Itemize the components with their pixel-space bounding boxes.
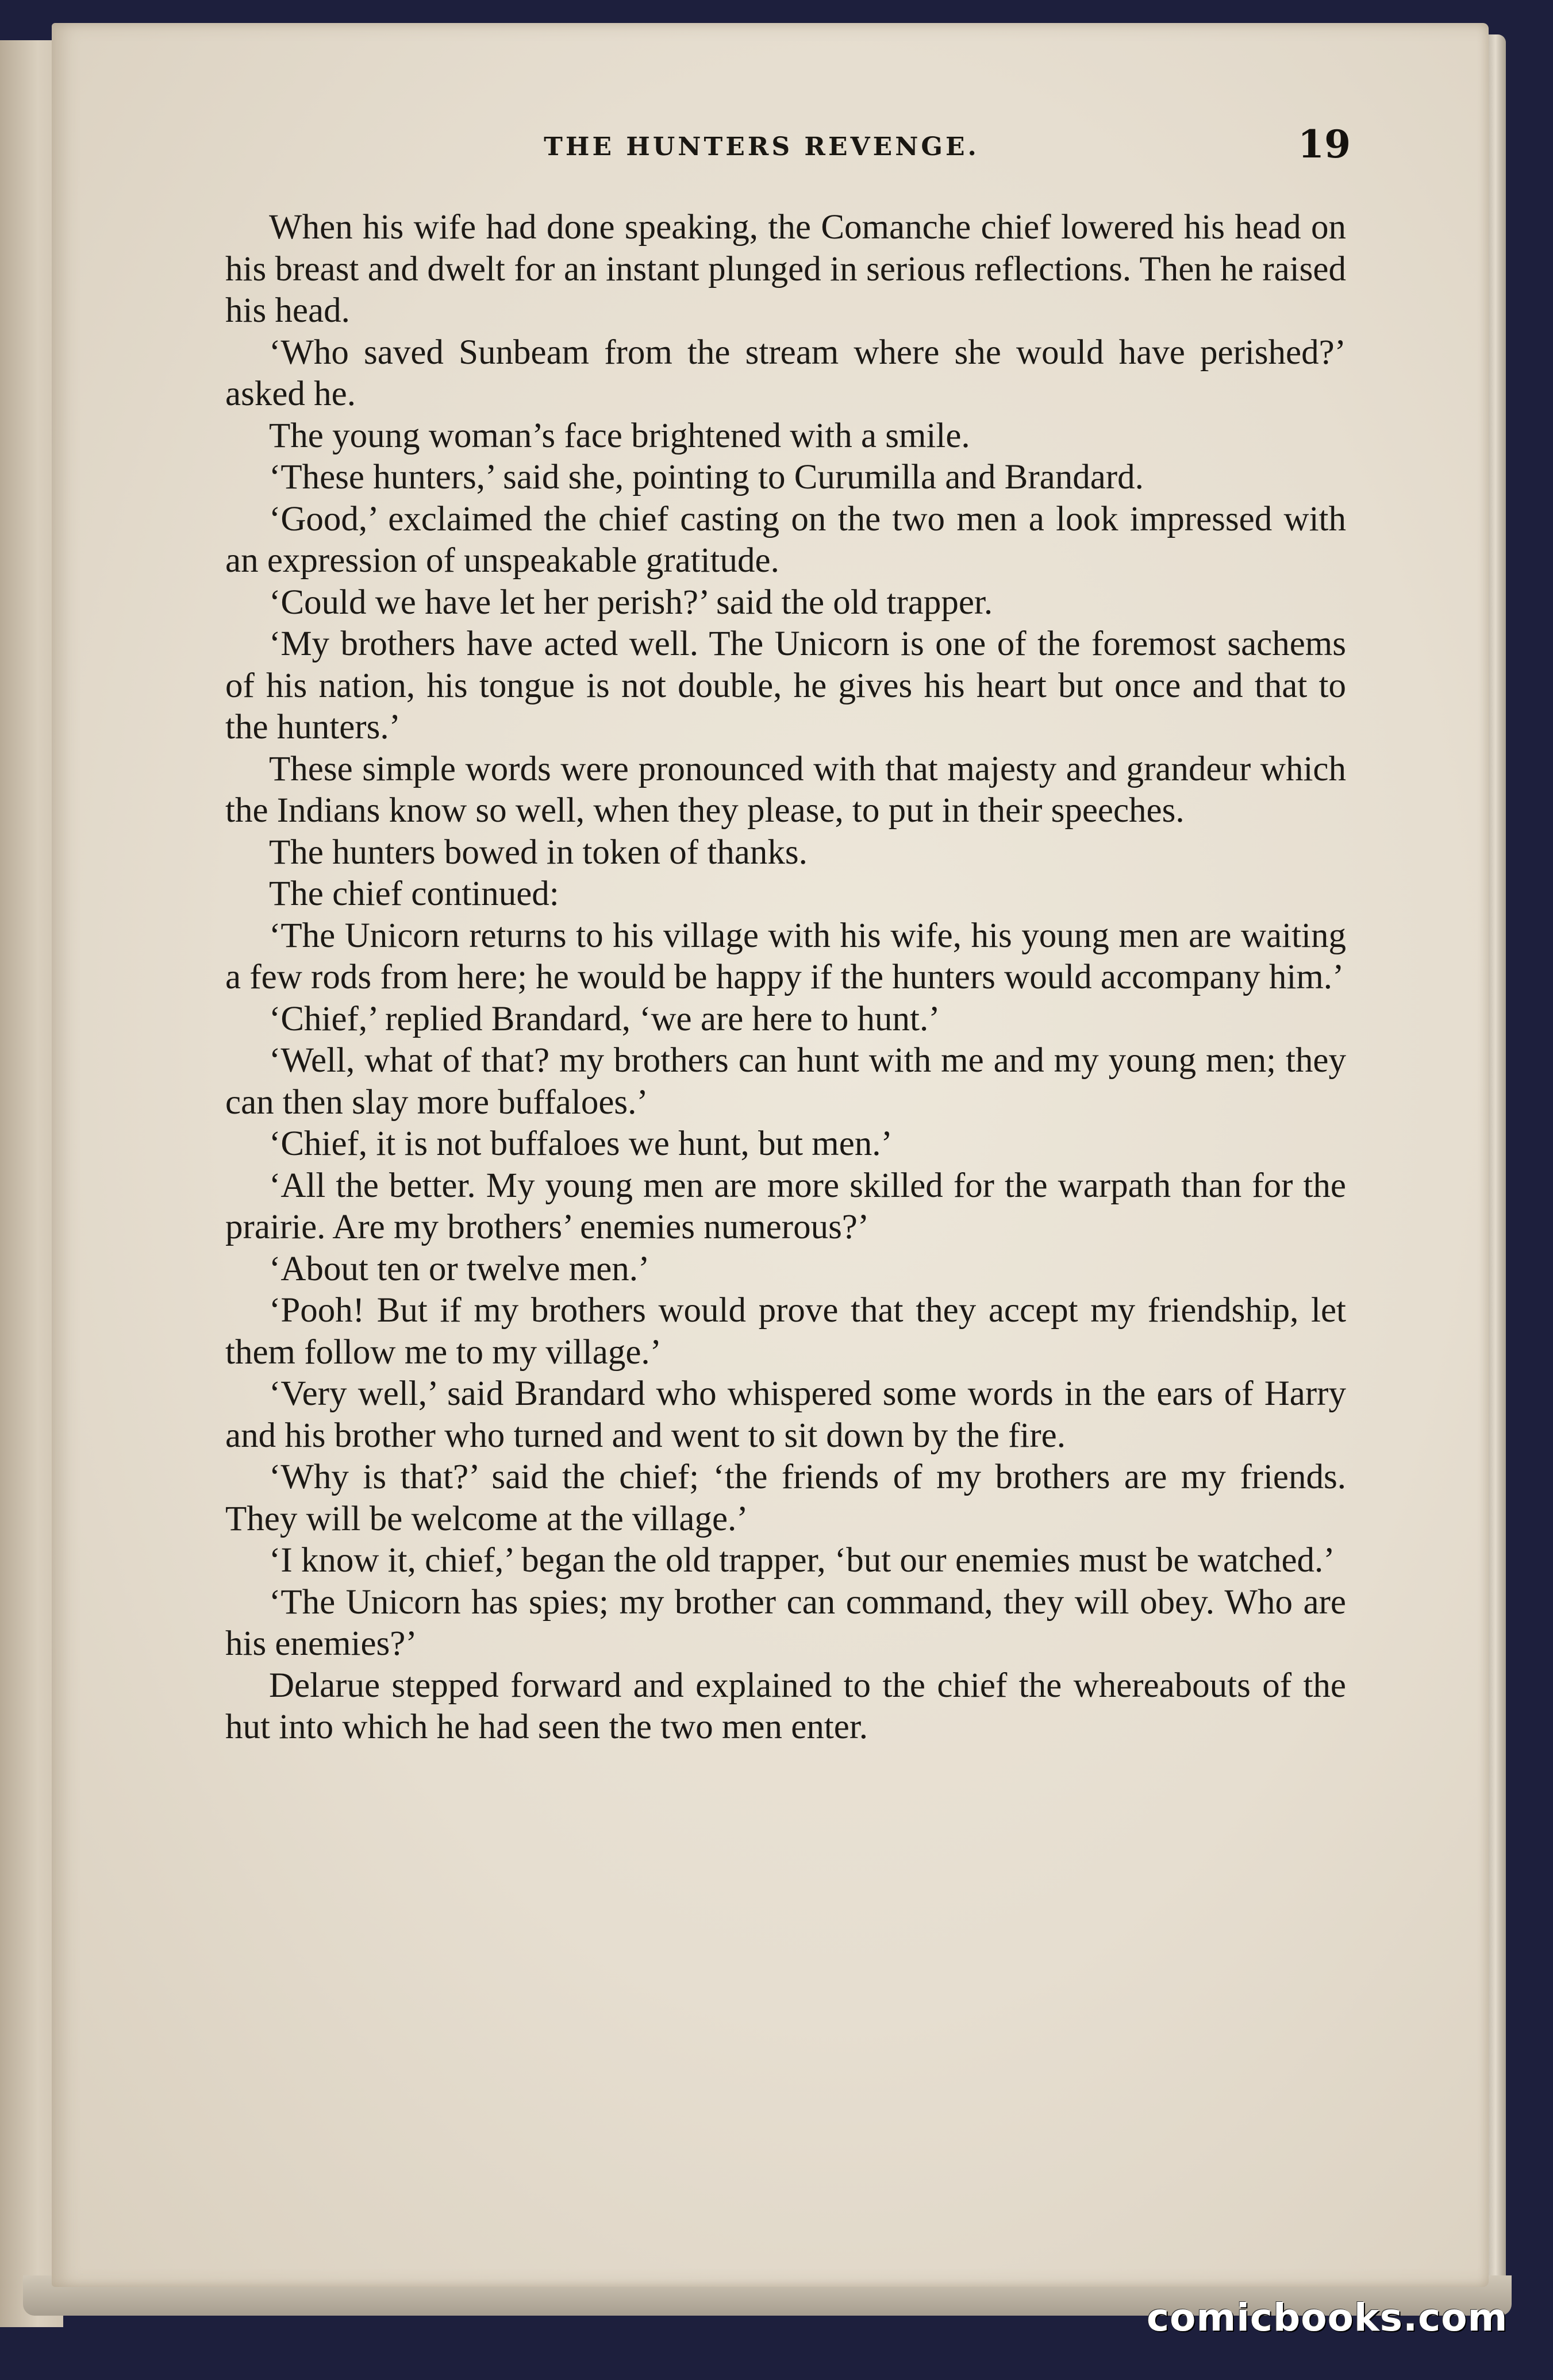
paragraph: ‘Who saved Sunbeam from the stream where she would have perished?’ asked he. (225, 333, 1346, 413)
watermark: comicbooks.com (1147, 2296, 1508, 2340)
paragraph: ‘The Unicorn returns to his village with his wife, his young men are waiting a few rods from here; he would be happy if the hunters would accompany him.’ (225, 916, 1346, 996)
paragraph: ‘Good,’ exclaimed the chief casting on the two men a look impressed with an expression of unspeakable gratitude. (225, 499, 1346, 580)
paragraph: ‘The Unicorn has spies; my brother can command, they will obey. Who are his enemies?’ (225, 1582, 1346, 1663)
paragraph: ‘Pooh! But if my brothers would prove that they accept my friendship, let them follow me to my village.’ (225, 1291, 1346, 1372)
paragraph: The young woman’s face brightened with a smile. (269, 416, 970, 455)
body-text (225, 207, 1346, 1749)
paragraph: ‘Why is that?’ said the chief; ‘the friends of my brothers are my friends. They will be welcome at the village.’ (225, 1458, 1346, 1538)
paragraph: ‘About ten or twelve men.’ (269, 1249, 650, 1288)
paragraph: ‘Well, what of that? my brothers can hunt with me and my young men; they can then slay more buffaloes.’ (225, 1041, 1346, 1122)
paragraph: ‘Could we have let her perish?’ said the old trapper. (269, 583, 993, 622)
paragraph: ‘My brothers have acted well. The Unicorn is one of the foremost sachems of his nation, his tongue is not double, he gives his heart but once and that to the hunters.’ (225, 625, 1346, 746)
paragraph: ‘All the better. My young men are more skilled for the warpath than for the prairie. Are my brothers’ enemies numerous?’ (225, 1166, 1346, 1246)
paragraph: ‘Chief, it is not buffaloes we hunt, but men.’ (269, 1124, 893, 1163)
page-number: 19 (1298, 122, 1351, 167)
paragraph: The chief continued: (269, 875, 559, 913)
paragraph: The hunters bowed in token of thanks. (269, 833, 808, 872)
paragraph: Delarue stepped forward and explained to the chief the whereabouts of the hut into which he had seen the two men enter. (225, 1666, 1346, 1746)
paragraph: When his wife had done speaking, the Comanche chief lowered his head on his breast and dwelt for an instant plunged in serious reflections. Then he raised his head. (225, 208, 1346, 330)
paragraph: ‘I know it, chief,’ began the old trapper, ‘but our enemies must be watched.’ (269, 1541, 1335, 1580)
running-title: THE HUNTERS REVENGE. (544, 132, 979, 161)
paragraph: ‘Chief,’ replied Brandard, ‘we are here to hunt.’ (269, 999, 940, 1038)
page-header (172, 115, 1351, 178)
paragraph: ‘Very well,’ said Brandard who whispered some words in the ears of Harry and his brother who turned and went to sit down by the fire. (225, 1374, 1346, 1455)
paragraph: ‘These hunters,’ said she, pointing to Curumilla and Brandard. (269, 458, 1144, 496)
paragraph: These simple words were pronounced with that majesty and grandeur which the Indians know so well, when they please, to put in their speeches. (225, 749, 1346, 830)
